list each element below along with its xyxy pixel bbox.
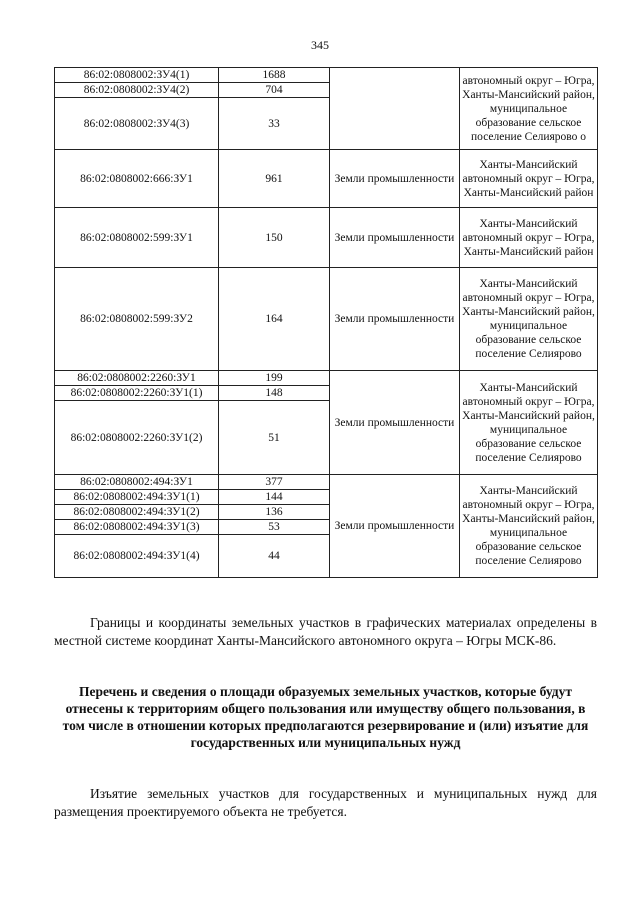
parcel-area-cell: 377 [219, 475, 330, 490]
location-cell: Ханты-Мансийский автономный округ – Югра, Ханты-Мансийский район [460, 208, 598, 268]
location-cell: Ханты-Мансийский автономный округ – Югра, Ханты-Мансийский район, муниципальное образование сельское поселение Селиярово [460, 371, 598, 475]
parcel-area-cell: 51 [219, 401, 330, 475]
parcel-area-cell: 53 [219, 520, 330, 535]
parcel-area-cell: 136 [219, 505, 330, 520]
parcel-area-cell: 199 [219, 371, 330, 386]
land-category-cell: Земли промышленности [330, 268, 460, 371]
land-category-cell: Земли промышленности [330, 150, 460, 208]
parcel-area-cell: 704 [219, 83, 330, 98]
parcel-area-cell: 148 [219, 386, 330, 401]
parcel-area-cell: 961 [219, 150, 330, 208]
withdrawal-paragraph: Изъятие земельных участков для государственных и муниципальных нужд для размещения проектируемого объекта не требуется. [54, 786, 597, 819]
location-cell: автономный округ – Югра, Ханты-Мансийский район, муниципальное образование сельское поселение Селиярово о [460, 68, 598, 150]
parcel-id-cell: 86:02:0808002:2260:ЗУ1(2) [55, 401, 219, 475]
location-cell: Ханты-Мансийский автономный округ – Югра, Ханты-Мансийский район, муниципальное образование сельское поселение Селиярово [460, 268, 598, 371]
table-row [55, 475, 598, 490]
section-heading: Перечень и сведения о площади образуемых земельных участков, которые будут отнесены к территориям общего пользования или имуществу общего пользования, в том числе в отношении которых предполагаются резервирование и (или) изъятие для государственных или муниципальных нужд [62, 684, 589, 750]
land-category-cell: Земли промышленности [330, 475, 460, 578]
parcel-id-cell: 86:02:0808002:494:ЗУ1 [55, 475, 219, 490]
coordinates-paragraph: Границы и координаты земельных участков в графических материалах определены в местной системе координат Ханты-Мансийского автономного округа – Югры МСК-86. [54, 615, 597, 648]
parcel-area-cell: 1688 [219, 68, 330, 83]
parcel-area-cell: 150 [219, 208, 330, 268]
parcel-area-cell: 44 [219, 535, 330, 578]
parcel-id-cell: 86:02:0808002:2260:ЗУ1 [55, 371, 219, 386]
table-row [55, 150, 598, 208]
parcel-id-cell: 86:02:0808002:599:ЗУ1 [55, 208, 219, 268]
parcel-area-cell: 33 [219, 98, 330, 150]
page-number: 345 [311, 38, 329, 52]
parcels-table [54, 67, 598, 578]
land-category-cell: Земли промышленности [330, 371, 460, 475]
table-row [55, 68, 598, 83]
table-row [55, 208, 598, 268]
parcel-id-cell: 86:02:0808002:494:ЗУ1(4) [55, 535, 219, 578]
parcel-id-cell: 86:02:0808002:ЗУ4(2) [55, 83, 219, 98]
parcel-id-cell: 86:02:0808002:2260:ЗУ1(1) [55, 386, 219, 401]
parcel-id-cell: 86:02:0808002:ЗУ4(1) [55, 68, 219, 83]
location-cell: Ханты-Мансийский автономный округ – Югра, Ханты-Мансийский район, муниципальное образование сельское поселение Селиярово [460, 475, 598, 578]
parcel-id-cell: 86:02:0808002:666:ЗУ1 [55, 150, 219, 208]
parcel-id-cell: 86:02:0808002:494:ЗУ1(2) [55, 505, 219, 520]
land-category-cell: Земли промышленности [330, 208, 460, 268]
location-cell: Ханты-Мансийский автономный округ – Югра, Ханты-Мансийский район [460, 150, 598, 208]
parcel-id-cell: 86:02:0808002:ЗУ4(3) [55, 98, 219, 150]
table-row [55, 268, 598, 371]
parcel-id-cell: 86:02:0808002:494:ЗУ1(1) [55, 490, 219, 505]
land-category-cell [330, 68, 460, 150]
parcel-area-cell: 144 [219, 490, 330, 505]
table-row [55, 371, 598, 386]
parcel-id-cell: 86:02:0808002:494:ЗУ1(3) [55, 520, 219, 535]
parcel-id-cell: 86:02:0808002:599:ЗУ2 [55, 268, 219, 371]
parcel-area-cell: 164 [219, 268, 330, 371]
